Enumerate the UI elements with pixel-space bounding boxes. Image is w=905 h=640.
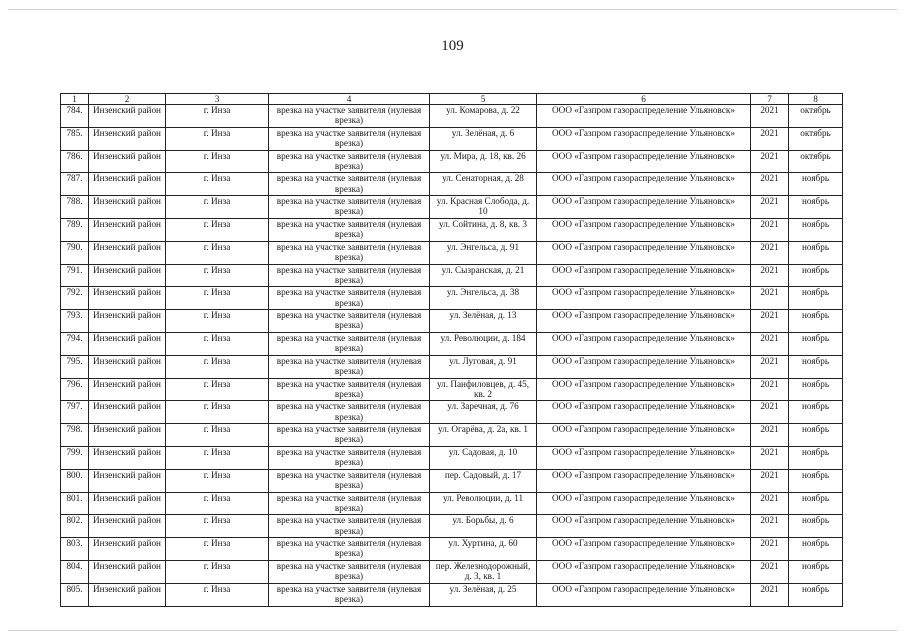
table-row [61,560,843,583]
locality-cell: г. Инза [166,127,269,150]
locality-cell: г. Инза [166,241,269,264]
table-row [61,446,843,469]
address-cell: ул. Хуртина, д. 60 [430,538,537,561]
organization-cell: ООО «Газпром газораспределение Ульяновск» [537,538,751,561]
address-cell: ул. Красная Слобода, д. 10 [430,196,537,219]
district-cell: Инзенский район [89,583,166,606]
district-cell: Инзенский район [89,173,166,196]
month-cell: ноябрь [789,241,843,264]
scan-edge-top [8,9,897,10]
address-cell: ул. Сенаторная, д. 28 [430,173,537,196]
work-type-cell: врезка на участке заявителя (нулевая врезка) [269,446,430,469]
district-cell: Инзенский район [89,469,166,492]
work-type-cell: врезка на участке заявителя (нулевая врезка) [269,264,430,287]
table-row [61,492,843,515]
address-cell: ул. Мира, д. 18, кв. 26 [430,150,537,173]
organization-cell: ООО «Газпром газораспределение Ульяновск» [537,196,751,219]
year-cell: 2021 [751,332,789,355]
locality-cell: г. Инза [166,150,269,173]
table-row [61,264,843,287]
month-cell: ноябрь [789,469,843,492]
table-row [61,310,843,333]
column-header-7: 7 [751,94,789,105]
address-cell: ул. Энгельса, д. 38 [430,287,537,310]
month-cell: ноябрь [789,515,843,538]
year-cell: 2021 [751,355,789,378]
organization-cell: ООО «Газпром газораспределение Ульяновск» [537,241,751,264]
table-header-row [61,94,843,105]
row-number: 797. [61,401,89,424]
district-cell: Инзенский район [89,492,166,515]
year-cell: 2021 [751,446,789,469]
organization-cell: ООО «Газпром газораспределение Ульяновск» [537,378,751,401]
year-cell: 2021 [751,264,789,287]
locality-cell: г. Инза [166,218,269,241]
year-cell: 2021 [751,105,789,128]
row-number: 793. [61,310,89,333]
work-type-cell: врезка на участке заявителя (нулевая врезка) [269,127,430,150]
district-cell: Инзенский район [89,378,166,401]
row-number: 784. [61,105,89,128]
table-row [61,515,843,538]
month-cell: ноябрь [789,424,843,447]
row-number: 798. [61,424,89,447]
locality-cell: г. Инза [166,264,269,287]
work-type-cell: врезка на участке заявителя (нулевая врезка) [269,583,430,606]
row-number: 795. [61,355,89,378]
table-row [61,150,843,173]
organization-cell: ООО «Газпром газораспределение Ульяновск» [537,105,751,128]
work-type-cell: врезка на участке заявителя (нулевая врезка) [269,105,430,128]
district-cell: Инзенский район [89,150,166,173]
work-type-cell: врезка на участке заявителя (нулевая врезка) [269,310,430,333]
organization-cell: ООО «Газпром газораспределение Ульяновск» [537,424,751,447]
locality-cell: г. Инза [166,560,269,583]
work-type-cell: врезка на участке заявителя (нулевая врезка) [269,424,430,447]
locality-cell: г. Инза [166,378,269,401]
table-row [61,287,843,310]
organization-cell: ООО «Газпром газораспределение Ульяновск» [537,560,751,583]
page-number: 109 [441,38,464,54]
address-cell: ул. Зелёная, д. 13 [430,310,537,333]
month-cell: ноябрь [789,378,843,401]
table-row [61,424,843,447]
year-cell: 2021 [751,127,789,150]
table-row [61,196,843,219]
address-cell: ул. Панфиловцев, д. 45, кв. 2 [430,378,537,401]
table-row [61,469,843,492]
locality-cell: г. Инза [166,173,269,196]
table-row [61,173,843,196]
year-cell: 2021 [751,173,789,196]
district-cell: Инзенский район [89,538,166,561]
locality-cell: г. Инза [166,332,269,355]
locality-cell: г. Инза [166,515,269,538]
month-cell: ноябрь [789,538,843,561]
address-cell: ул. Зелёная, д. 25 [430,583,537,606]
row-number: 796. [61,378,89,401]
column-header-6: 6 [537,94,751,105]
row-number: 791. [61,264,89,287]
locality-cell: г. Инза [166,469,269,492]
year-cell: 2021 [751,150,789,173]
locality-cell: г. Инза [166,196,269,219]
row-number: 789. [61,218,89,241]
work-type-cell: врезка на участке заявителя (нулевая врезка) [269,332,430,355]
month-cell: ноябрь [789,264,843,287]
work-type-cell: врезка на участке заявителя (нулевая врезка) [269,469,430,492]
district-cell: Инзенский район [89,401,166,424]
work-type-cell: врезка на участке заявителя (нулевая врезка) [269,560,430,583]
district-cell: Инзенский район [89,355,166,378]
row-number: 786. [61,150,89,173]
month-cell: ноябрь [789,401,843,424]
locality-cell: г. Инза [166,355,269,378]
organization-cell: ООО «Газпром газораспределение Ульяновск» [537,332,751,355]
organization-cell: ООО «Газпром газораспределение Ульяновск» [537,310,751,333]
district-cell: Инзенский район [89,218,166,241]
month-cell: октябрь [789,127,843,150]
work-type-cell: врезка на участке заявителя (нулевая врезка) [269,355,430,378]
row-number: 790. [61,241,89,264]
district-cell: Инзенский район [89,196,166,219]
locality-cell: г. Инза [166,538,269,561]
address-cell: ул. Заречная, д. 76 [430,401,537,424]
table-row [61,538,843,561]
year-cell: 2021 [751,583,789,606]
year-cell: 2021 [751,378,789,401]
address-cell: ул. Борьбы, д. 6 [430,515,537,538]
month-cell: ноябрь [789,218,843,241]
year-cell: 2021 [751,515,789,538]
organization-cell: ООО «Газпром газораспределение Ульяновск» [537,446,751,469]
table-row [61,127,843,150]
month-cell: ноябрь [789,446,843,469]
table-row [61,401,843,424]
locality-cell: г. Инза [166,424,269,447]
month-cell: ноябрь [789,196,843,219]
work-type-cell: врезка на участке заявителя (нулевая врезка) [269,515,430,538]
row-number: 804. [61,560,89,583]
organization-cell: ООО «Газпром газораспределение Ульяновск» [537,264,751,287]
year-cell: 2021 [751,401,789,424]
address-cell: ул. Садовая, д. 10 [430,446,537,469]
table-row [61,378,843,401]
scan-edge-bottom [8,630,897,631]
column-header-8: 8 [789,94,843,105]
month-cell: ноябрь [789,492,843,515]
work-type-cell: врезка на участке заявителя (нулевая врезка) [269,196,430,219]
organization-cell: ООО «Газпром газораспределение Ульяновск» [537,469,751,492]
year-cell: 2021 [751,560,789,583]
row-number: 799. [61,446,89,469]
row-number: 787. [61,173,89,196]
year-cell: 2021 [751,241,789,264]
work-type-cell: врезка на участке заявителя (нулевая врезка) [269,378,430,401]
year-cell: 2021 [751,492,789,515]
district-cell: Инзенский район [89,332,166,355]
organization-cell: ООО «Газпром газораспределение Ульяновск» [537,401,751,424]
locality-cell: г. Инза [166,446,269,469]
year-cell: 2021 [751,287,789,310]
year-cell: 2021 [751,310,789,333]
month-cell: ноябрь [789,560,843,583]
month-cell: ноябрь [789,332,843,355]
month-cell: ноябрь [789,583,843,606]
row-number: 805. [61,583,89,606]
row-number: 794. [61,332,89,355]
row-number: 785. [61,127,89,150]
table-row [61,241,843,264]
address-cell: ул. Огарёва, д. 2а, кв. 1 [430,424,537,447]
address-cell: ул. Сызранская, д. 21 [430,264,537,287]
work-type-cell: врезка на участке заявителя (нулевая врезка) [269,150,430,173]
month-cell: ноябрь [789,173,843,196]
organization-cell: ООО «Газпром газораспределение Ульяновск» [537,287,751,310]
address-cell: пер. Садовый, д. 17 [430,469,537,492]
address-cell: ул. Сойтина, д. 8, кв. 3 [430,218,537,241]
address-cell: ул. Революции, д. 184 [430,332,537,355]
month-cell: октябрь [789,105,843,128]
year-cell: 2021 [751,469,789,492]
work-type-cell: врезка на участке заявителя (нулевая врезка) [269,287,430,310]
address-cell: ул. Энгельса, д. 91 [430,241,537,264]
district-cell: Инзенский район [89,424,166,447]
table-row [61,105,843,128]
organization-cell: ООО «Газпром газораспределение Ульяновск» [537,355,751,378]
locality-cell: г. Инза [166,105,269,128]
district-cell: Инзенский район [89,515,166,538]
month-cell: ноябрь [789,355,843,378]
column-header-2: 2 [89,94,166,105]
row-number: 801. [61,492,89,515]
year-cell: 2021 [751,424,789,447]
district-cell: Инзенский район [89,560,166,583]
column-header-5: 5 [430,94,537,105]
district-cell: Инзенский район [89,310,166,333]
work-type-cell: врезка на участке заявителя (нулевая врезка) [269,173,430,196]
work-type-cell: врезка на участке заявителя (нулевая врезка) [269,492,430,515]
data-table [60,93,843,607]
locality-cell: г. Инза [166,583,269,606]
address-cell: ул. Комарова, д. 22 [430,105,537,128]
month-cell: октябрь [789,150,843,173]
district-cell: Инзенский район [89,287,166,310]
table-body [61,105,843,607]
organization-cell: ООО «Газпром газораспределение Ульяновск» [537,150,751,173]
work-type-cell: врезка на участке заявителя (нулевая врезка) [269,538,430,561]
month-cell: ноябрь [789,310,843,333]
work-type-cell: врезка на участке заявителя (нулевая врезка) [269,401,430,424]
table-row [61,218,843,241]
district-cell: Инзенский район [89,241,166,264]
column-header-4: 4 [269,94,430,105]
address-cell: ул. Зелёная, д. 6 [430,127,537,150]
district-cell: Инзенский район [89,264,166,287]
year-cell: 2021 [751,538,789,561]
district-cell: Инзенский район [89,127,166,150]
work-type-cell: врезка на участке заявителя (нулевая врезка) [269,241,430,264]
column-header-3: 3 [166,94,269,105]
month-cell: ноябрь [789,287,843,310]
address-cell: пер. Железнодорожный, д. 3, кв. 1 [430,560,537,583]
organization-cell: ООО «Газпром газораспределение Ульяновск» [537,127,751,150]
address-cell: ул. Революции, д. 11 [430,492,537,515]
row-number: 792. [61,287,89,310]
table-row [61,355,843,378]
locality-cell: г. Инза [166,401,269,424]
work-type-cell: врезка на участке заявителя (нулевая врезка) [269,218,430,241]
row-number: 800. [61,469,89,492]
row-number: 803. [61,538,89,561]
year-cell: 2021 [751,218,789,241]
organization-cell: ООО «Газпром газораспределение Ульяновск» [537,583,751,606]
district-cell: Инзенский район [89,446,166,469]
table-row [61,583,843,606]
organization-cell: ООО «Газпром газораспределение Ульяновск» [537,515,751,538]
row-number: 788. [61,196,89,219]
organization-cell: ООО «Газпром газораспределение Ульяновск» [537,492,751,515]
address-cell: ул. Луговая, д. 91 [430,355,537,378]
locality-cell: г. Инза [166,310,269,333]
organization-cell: ООО «Газпром газораспределение Ульяновск» [537,218,751,241]
locality-cell: г. Инза [166,492,269,515]
table-row [61,332,843,355]
column-header-1: 1 [61,94,89,105]
year-cell: 2021 [751,196,789,219]
district-cell: Инзенский район [89,105,166,128]
organization-cell: ООО «Газпром газораспределение Ульяновск» [537,173,751,196]
row-number: 802. [61,515,89,538]
locality-cell: г. Инза [166,287,269,310]
